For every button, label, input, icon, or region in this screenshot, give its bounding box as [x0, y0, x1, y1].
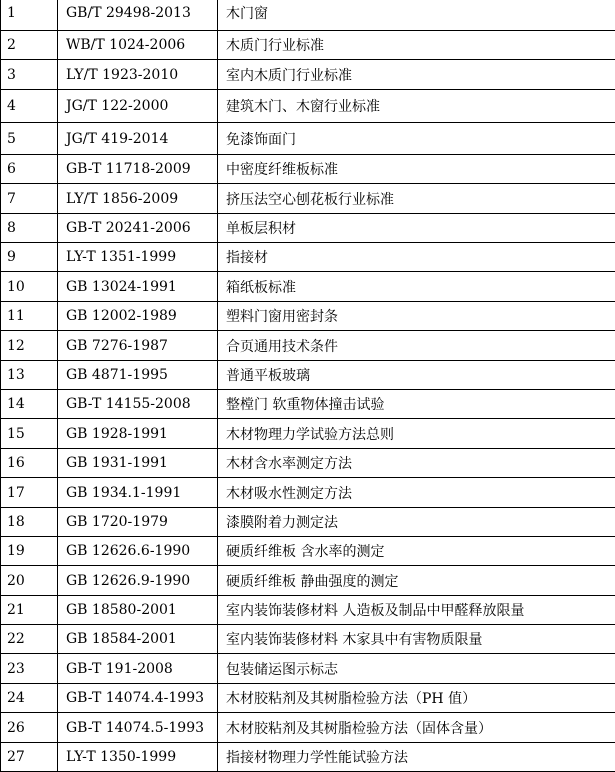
row-number: 13: [1, 361, 58, 390]
standard-code: GB-T 14155-2008: [58, 390, 218, 419]
standard-code: GB 18580-2001: [58, 596, 218, 625]
table-row: [1, 123, 615, 155]
row-number: 4: [1, 90, 58, 123]
row-number: 15: [1, 419, 58, 449]
standard-code: GB 1934.1-1991: [58, 478, 218, 508]
table-row: [1, 31, 615, 60]
standard-code: JG/T 122-2000: [58, 90, 218, 123]
table-row: [1, 596, 615, 625]
standard-code: WB/T 1024-2006: [58, 31, 218, 60]
standard-name: 挤压法空心刨花板行业标准: [218, 184, 615, 214]
standard-code: GB-T 20241-2006: [58, 214, 218, 243]
table-row: [1, 684, 615, 713]
table-row: [1, 449, 615, 478]
table-row: [1, 713, 615, 743]
row-number: 2: [1, 31, 58, 60]
standard-code: GB 13024-1991: [58, 272, 218, 302]
standards-table-body: [1, 0, 615, 772]
row-number: 16: [1, 449, 58, 478]
standard-name: 木材吸水性测定方法: [218, 478, 615, 508]
standard-code: GB-T 14074.5-1993: [58, 713, 218, 743]
standard-name: 室内木质门行业标准: [218, 60, 615, 90]
standard-code: LY/T 1856-2009: [58, 184, 218, 214]
row-number: 7: [1, 184, 58, 214]
standard-code: GB 1928-1991: [58, 419, 218, 449]
standard-code: GB 12626.6-1990: [58, 537, 218, 566]
table-row: [1, 0, 615, 31]
standard-name: 指接材物理力学性能试验方法: [218, 743, 615, 772]
standard-name: 单板层积材: [218, 214, 615, 243]
standard-name: 塑料门窗用密封条: [218, 302, 615, 331]
row-number: 26: [1, 713, 58, 743]
table-row: [1, 743, 615, 772]
row-number: 22: [1, 625, 58, 654]
row-number: 3: [1, 60, 58, 90]
table-row: [1, 419, 615, 449]
row-number: 18: [1, 508, 58, 537]
standard-code: LY/T 1923-2010: [58, 60, 218, 90]
standard-name: 建筑木门、木窗行业标准: [218, 90, 615, 123]
table-row: [1, 508, 615, 537]
standard-name: 木质门行业标准: [218, 31, 615, 60]
standard-code: GB-T 11718-2009: [58, 155, 218, 184]
table-row: [1, 90, 615, 123]
standard-name: 箱纸板标准: [218, 272, 615, 302]
standard-name: 木材物理力学试验方法总则: [218, 419, 615, 449]
table-row: [1, 654, 615, 684]
table-row: [1, 184, 615, 214]
row-number: 19: [1, 537, 58, 566]
row-number: 10: [1, 272, 58, 302]
standard-code: JG/T 419-2014: [58, 123, 218, 155]
standard-code: GB 1720-1979: [58, 508, 218, 537]
standard-name: 指接材: [218, 243, 615, 272]
standard-name: 普通平板玻璃: [218, 361, 615, 390]
table-row: [1, 331, 615, 361]
row-number: 24: [1, 684, 58, 713]
standard-code: GB/T 29498-2013: [58, 0, 218, 31]
standard-code: GB 4871-1995: [58, 361, 218, 390]
table-row: [1, 155, 615, 184]
standard-name: 硬质纤维板 含水率的测定: [218, 537, 615, 566]
standard-code: GB 18584-2001: [58, 625, 218, 654]
row-number: 23: [1, 654, 58, 684]
table-row: [1, 361, 615, 390]
row-number: 11: [1, 302, 58, 331]
standard-code: GB 12002-1989: [58, 302, 218, 331]
row-number: 12: [1, 331, 58, 361]
standard-name: 室内装饰装修材料 木家具中有害物质限量: [218, 625, 615, 654]
standard-code: LY-T 1350-1999: [58, 743, 218, 772]
row-number: 27: [1, 743, 58, 772]
table-row: [1, 537, 615, 566]
row-number: 17: [1, 478, 58, 508]
standard-name: 包装储运图示标志: [218, 654, 615, 684]
row-number: 6: [1, 155, 58, 184]
standard-name: 室内装饰装修材料 人造板及制品中甲醛释放限量: [218, 596, 615, 625]
standard-name: 木材胶粘剂及其树脂检验方法（固体含量）: [218, 713, 615, 743]
table-row: [1, 390, 615, 419]
row-number: 20: [1, 566, 58, 596]
table-row: [1, 566, 615, 596]
standard-name: 硬质纤维板 静曲强度的测定: [218, 566, 615, 596]
standard-name: 合页通用技术条件: [218, 331, 615, 361]
table-row: [1, 60, 615, 90]
standard-code: GB 7276-1987: [58, 331, 218, 361]
table-row: [1, 272, 615, 302]
row-number: 9: [1, 243, 58, 272]
standard-name: 中密度纤维板标准: [218, 155, 615, 184]
row-number: 8: [1, 214, 58, 243]
standard-name: 漆膜附着力测定法: [218, 508, 615, 537]
standard-name: 木材含水率测定方法: [218, 449, 615, 478]
row-number: 5: [1, 123, 58, 155]
table-row: [1, 214, 615, 243]
standard-code: GB 12626.9-1990: [58, 566, 218, 596]
table-row: [1, 243, 615, 272]
standard-code: GB 1931-1991: [58, 449, 218, 478]
table-row: [1, 625, 615, 654]
standard-name: 木门窗: [218, 0, 615, 31]
row-number: 14: [1, 390, 58, 419]
standard-code: GB-T 14074.4-1993: [58, 684, 218, 713]
standard-code: LY-T 1351-1999: [58, 243, 218, 272]
table-row: [1, 302, 615, 331]
standard-code: GB-T 191-2008: [58, 654, 218, 684]
row-number: 1: [1, 0, 58, 31]
table-row: [1, 478, 615, 508]
standard-name: 整樘门 软重物体撞击试验: [218, 390, 615, 419]
row-number: 21: [1, 596, 58, 625]
standard-name: 木材胶粘剂及其树脂检验方法（PH 值）: [218, 684, 615, 713]
standard-name: 免漆饰面门: [218, 123, 615, 155]
